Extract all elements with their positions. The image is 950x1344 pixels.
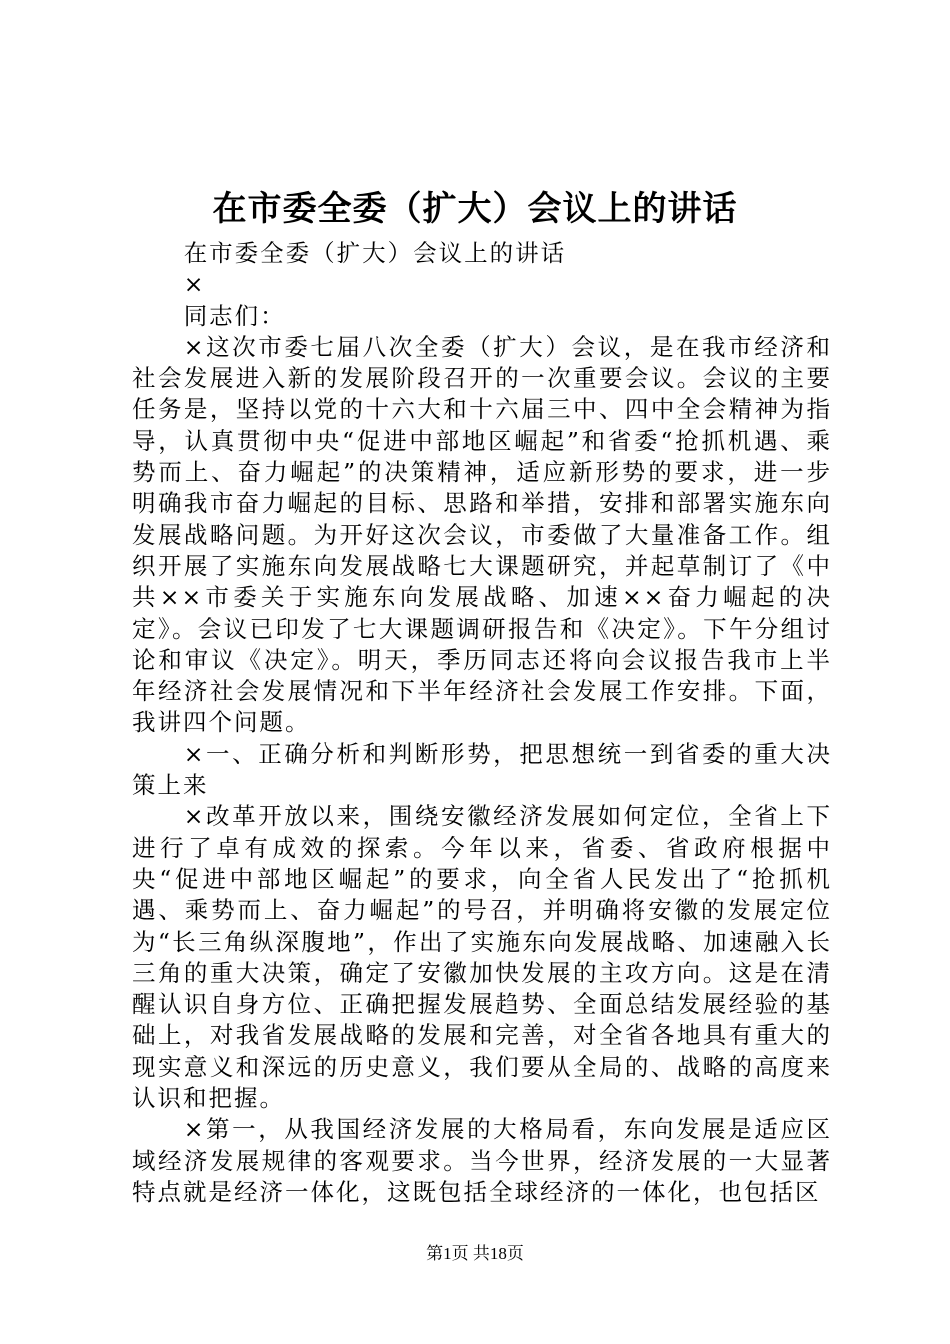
paragraph-section-one: ×改革开放以来，围绕安徽经济发展如何定位，全省上下进行了卓有成效的探索。今年以来，省委、省政府根据中央“促进中部地区崛起”的要求，向全省人民发出了“抢抓机遇、乘势而上、奋力崛起”的号召，并明确将安徽的发展定位为“长三角纵深腹地”，作出了实施东向发展战略、加速融入长三角的重大决策，确定了安徽加快发展的主攻方向。这是在清醒认识自身方位、正确把握发展趋势、全面总结发展经验的基础上，对我省发展战略的发展和完善，对全省各地具有重大的现实意义和深远的历史意义，我们要从全局的、战略的高度来认识和把握。 <box>132 802 832 1113</box>
paragraph-salutation: 同志们： <box>183 301 286 330</box>
page-number-footer: 第1页 共18页 <box>426 1244 524 1263</box>
section-heading-one: ×一、正确分析和判断形势，把思想统一到省委的重大决策上来 <box>132 739 832 800</box>
paragraph-speaker-placeholder: × <box>183 270 206 299</box>
document-body <box>132 238 832 1208</box>
document-title: 在市委全委（扩大）会议上的讲话 <box>212 189 738 229</box>
paragraph-introduction: ×这次市委七届八次全委（扩大）会议，是在我市经济和社会发展进入新的发展阶段召开的一次重要会议。会议的主要任务是，坚持以党的十六大和十六届三中、四中全会精神为指导，认真贯彻中央“促进中部地区崛起”和省委“抢抓机遇、乘势而上、奋力崛起”的决策精神，适应新形势的要求，进一步明确我市奋力崛起的目标、思路和举措，安排和部署实施东向发展战略问题。为开好这次会议，市委做了大量准备工作。组织开展了实施东向发展战略七大课题研究，并起草制订了《中共××市委关于实施东向发展战略、加速××奋力崛起的决定》。会议已印发了七大课题调研报告和《决定》。下午分组讨论和审议《决定》。明天，季历同志还将向会议报告我市上半年经济社会发展情况和下半年经济社会发展工作安排。下面，我讲四个问题。 <box>132 332 832 737</box>
paragraph-subtitle: 在市委全委（扩大）会议上的讲话 <box>183 239 567 267</box>
paragraph-point-one: ×第一，从我国经济发展的大格局看，东向发展是适应区域经济发展规律的客观要求。当今世界，经济发展的一大显著特点就是经济一体化，这既包括全球经济的一体化，也包括区 <box>132 1115 832 1206</box>
